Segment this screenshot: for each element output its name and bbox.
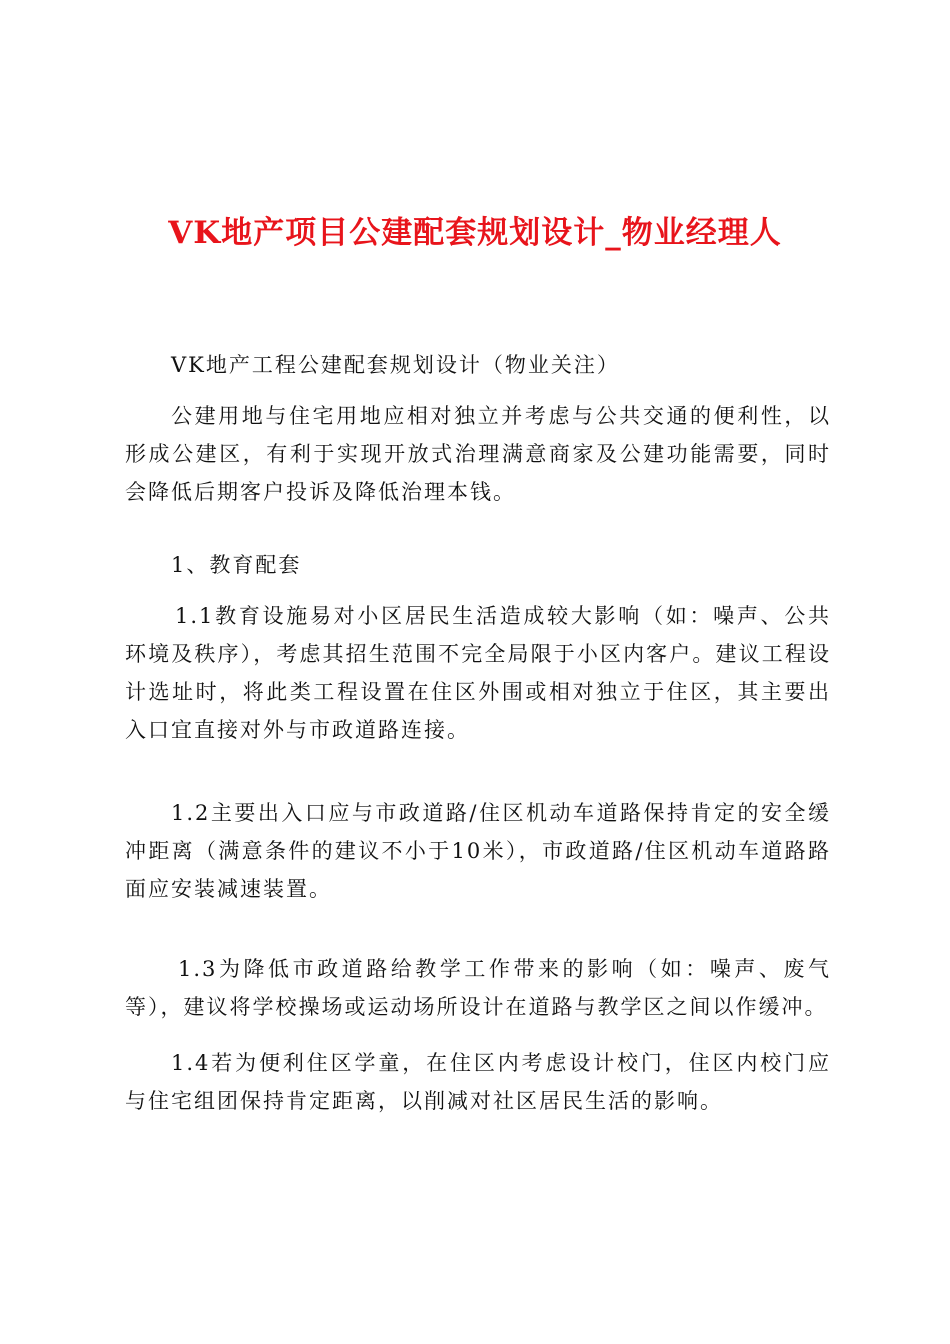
paragraph-1-2: 1.2主要出入口应与市政道路/住区机动车道路保持肯定的安全缓冲距离（满意条件的建议不小于10米），市政道路/住区机动车道路路面应安装减速装置。 (125, 801, 831, 901)
paragraph-1-1: 1.1教育设施易对小区居民生活造成较大影响（如：噪声、公共环境及秩序），考虑其招生范围不完全局限于小区内客户。建议工程设计选址时，将此类工程设置在住区外围或相对独立于住区，其主要出入口宜直接对外与市政道路连接。 (125, 604, 831, 742)
intro-paragraph: 公建用地与住宅用地应相对独立并考虑与公共交通的便利性，以形成公建区，有利于实现开放式治理满意商家及公建功能需要，同时会降低后期客户投诉及降低治理本钱。 (125, 404, 831, 504)
paragraph-1-3: 1.3为降低市政道路给教学工作带来的影响（如：噪声、废气等），建议将学校操场或运动场所设计在道路与教学区之间以作缓冲。 (125, 957, 831, 1019)
document-title: VK地产项目公建配套规划设计_物业经理人 (168, 215, 782, 251)
document-subtitle: VK地产工程公建配套规划设计（物业关注） (171, 353, 620, 377)
section-heading-education: 1、教育配套 (171, 553, 302, 577)
paragraph-1-4: 1.4若为便利住区学童，在住区内考虑设计校门，住区内校门应与住宅组团保持肯定距离，以削减对社区居民生活的影响。 (125, 1051, 831, 1113)
